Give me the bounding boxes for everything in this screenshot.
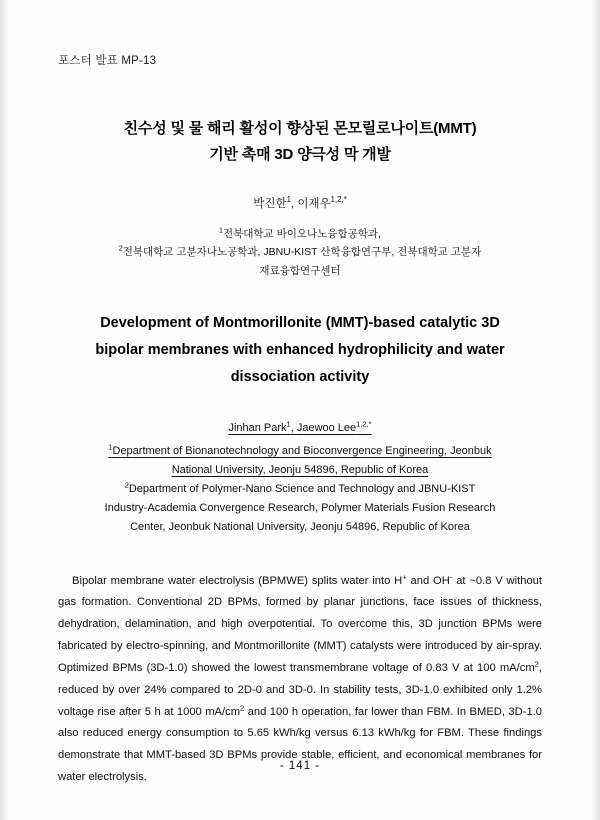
author-english-1-sup: 1	[286, 419, 291, 429]
title-english-line2: bipolar membranes with enhanced hydrophilicity and water	[95, 341, 505, 358]
title-korean-line1: 친수성 및 물 해리 활성이 향상된 몬모릴로나이트(MMT)	[123, 120, 477, 137]
page-title-korean	[74, 116, 526, 169]
author-english-2-sup: 1,2,*	[356, 419, 372, 429]
title-korean-line2: 기반 촉매 3D 양극성 막 개발	[209, 146, 391, 164]
author-english-1: Jinhan Park	[228, 422, 287, 435]
title-english-line1: Development of Montmorillonite (MMT)-based catalytic 3D	[100, 315, 500, 332]
affiliation-korean-sup1: 1	[219, 226, 223, 235]
author-korean-2: 이재우	[297, 197, 331, 210]
abstract-superscript: -	[449, 571, 453, 581]
page-number: - 141 -	[279, 760, 321, 772]
affiliation-english-line1	[62, 442, 538, 461]
affiliation-english-line5: Center, Jeonbuk National University, Jeonju 54896, Republic of Korea	[130, 520, 470, 533]
affiliation-english-sup1: 1	[108, 442, 113, 452]
author-korean-1: 박진한	[253, 197, 287, 210]
author-korean-separator: ,	[290, 197, 298, 210]
affiliation-english-line1-text: Department of Bionanotechnology and Bioconvergence Engineering, Jeonbuk	[112, 445, 492, 458]
abstract-run: Bipolar membrane water electrolysis (BPMWE) splits water into H	[72, 574, 403, 587]
affiliation-korean-sup2: 2	[118, 244, 123, 253]
affiliation-english-sup2: 2	[124, 480, 129, 490]
affiliation-english-line3-text: Department of Polymer-Nano Science and Technology and JBNU-KIST	[128, 482, 476, 495]
abstract-run: and OH	[406, 574, 450, 587]
page-edge-shadow-right	[590, 0, 600, 820]
page-edge-shadow-left	[0, 0, 10, 820]
abstract-run: , reduced by over 24% compared to 2D-0 and 3D-0. In stability tests, 3D-1.0 exhibited only 1.2% voltage rise after 5 h at 1000 mA/cm	[58, 661, 542, 718]
affiliation-english-line2: National University, Jeonju 54896, Republic of Korea	[171, 463, 429, 476]
authors-korean	[58, 195, 542, 213]
affiliation-korean-line1	[68, 225, 532, 243]
affiliation-korean-line2	[68, 243, 532, 261]
affiliation-korean-line1-text: 전북대학교 바이오나노융합공학과,	[222, 227, 381, 240]
author-english-2: Jaewoo Lee	[296, 422, 357, 435]
affiliation-korean-line2-text: 전북대학교 고분자나노공학과, JBNU-KIST 산학융합연구부, 전북대학교 고분자	[122, 246, 482, 259]
author-korean-2-sup: 1,2,*	[330, 194, 347, 204]
authors-english	[58, 420, 542, 438]
abstract-superscript: +	[402, 571, 407, 581]
affiliation-english-line4: Industry-Academia Convergence Research, Polymer Materials Fusion Research	[104, 501, 496, 514]
running-head: 포스터 발표 MP-13	[58, 55, 157, 67]
author-english-separator: ,	[290, 422, 297, 435]
affiliations-korean	[68, 225, 532, 280]
affiliation-english-line3	[62, 480, 538, 499]
abstract-run: at ~0.8 V without gas formation. Conventional 2D BPMs, formed by planar junctions, face issues of thickness, dehydration, delamination, and high overpotential. To overcome this, 3D junction BPMs were fabricated by electro-spinning, and Montmorillonite (MMT) catalysts were introduced by air-spray. Optimized BPMs (3D-1.0) showed the lowest transmembrane voltage of 0.83 V at 100 mA/cm	[58, 574, 542, 674]
title-english-line3: dissociation activity	[230, 368, 370, 385]
abstract-text	[58, 571, 542, 789]
author-korean-1-sup: 1	[286, 194, 291, 204]
abstract-superscript: 2	[240, 702, 245, 712]
abstract-run: and 100 h operation, far lower than FBM. In BMED, 3D-1.0 also reduced energy consumption to 5.65 kWh/kg versus 6.13 kWh/kg for FBM. These findings demonstrate that MMT-based 3D BPMs provide stable, efficient, and economical membranes for water electrolysis.	[58, 705, 542, 784]
page-title-english	[66, 310, 534, 390]
affiliation-korean-line3: 재료융합연구센터	[259, 264, 341, 277]
affiliations-english	[62, 442, 538, 537]
abstract-superscript: 2	[534, 659, 539, 669]
